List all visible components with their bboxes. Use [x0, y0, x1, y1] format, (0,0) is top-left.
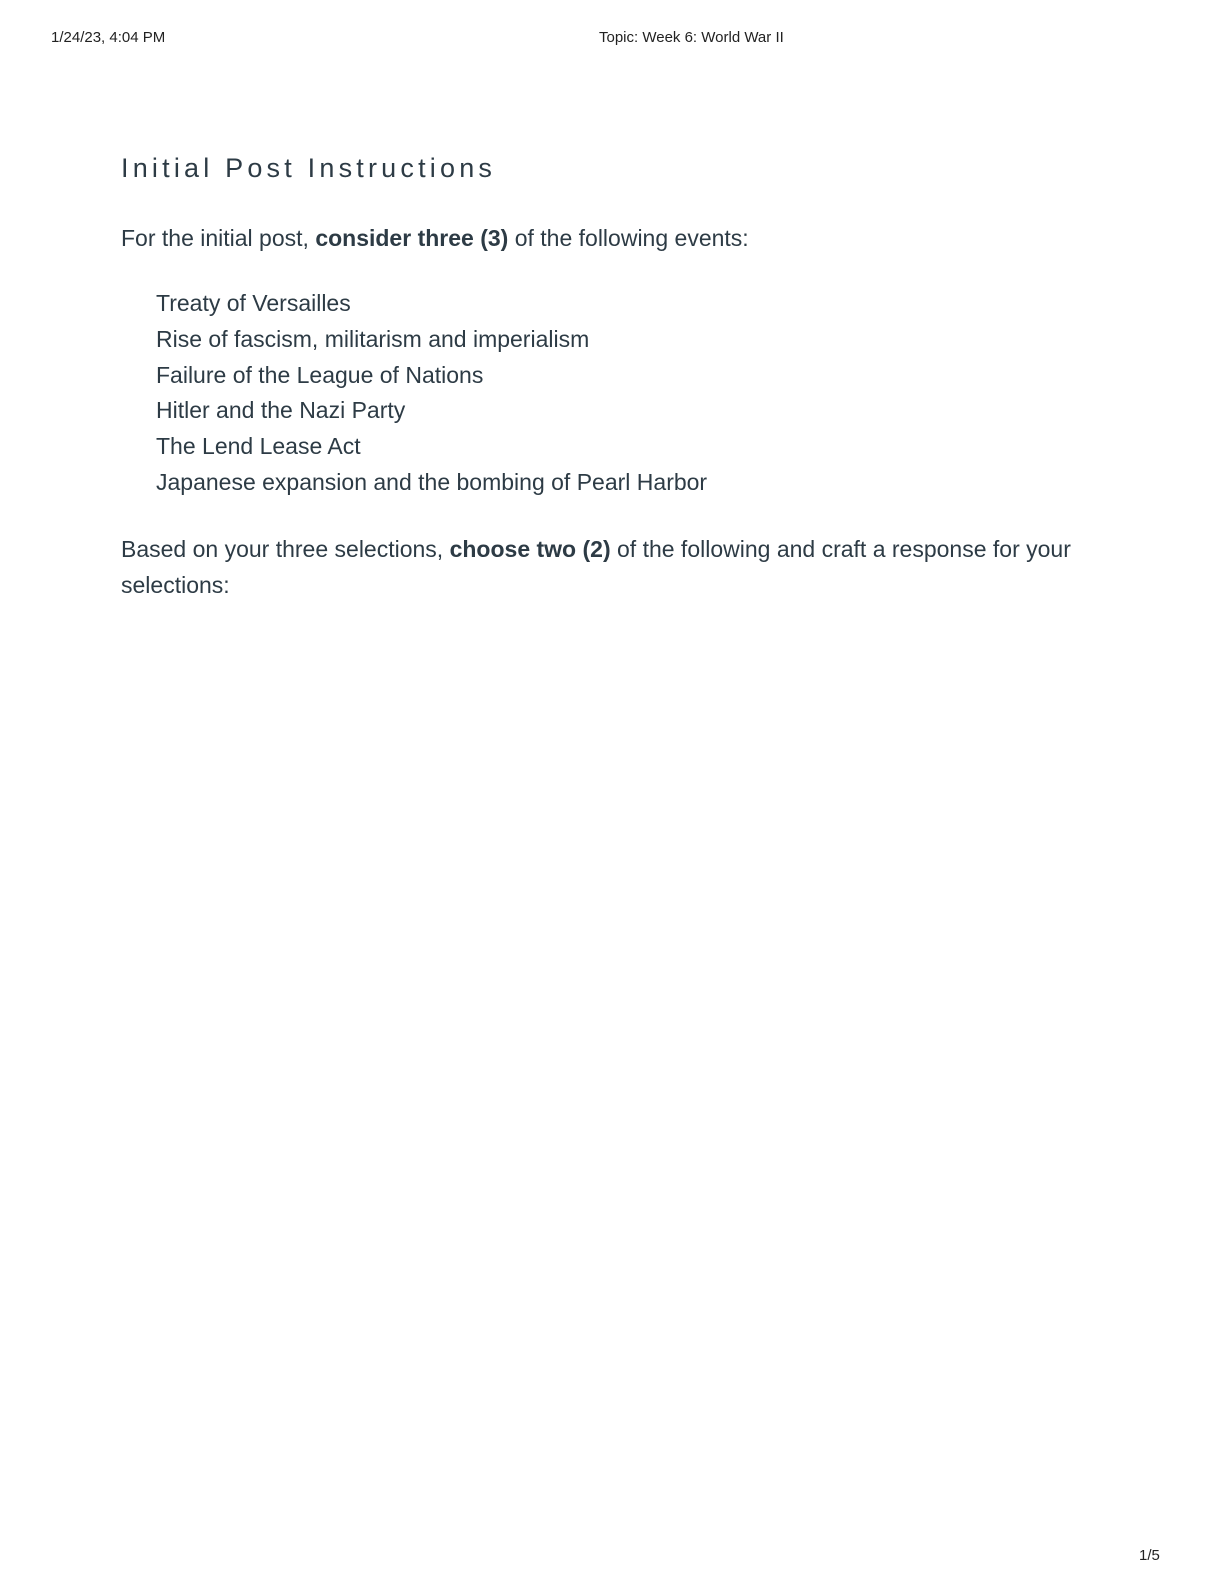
print-page-title: Topic: Week 6: World War II [599, 29, 784, 46]
intro-text-before: For the initial post, [121, 225, 316, 251]
list-item: Hitler and the Nazi Party [156, 397, 406, 424]
selection-text-before: Based on your three selections, [121, 535, 450, 562]
intro-paragraph [121, 220, 1081, 256]
events-list [121, 286, 1081, 501]
print-datetime: 1/24/23, 4:04 PM [51, 29, 166, 46]
list-item: Rise of fascism, militarism and imperialism [156, 325, 590, 352]
selection-paragraph [121, 531, 1081, 603]
selection-text-after: of the following and craft a response for your selections: [121, 535, 1071, 598]
list-item: Treaty of Versailles [156, 290, 351, 316]
selection-emphasis: choose two (2) [449, 535, 611, 562]
intro-text-after: of the following events: [508, 225, 749, 251]
list-item: Japanese expansion and the bombing of Pearl Harbor [156, 468, 708, 495]
section-heading: Initial Post Instructions [121, 153, 497, 183]
intro-emphasis: consider three (3) [315, 225, 509, 251]
list-item: Failure of the League of Nations [156, 361, 484, 388]
discussion-content [121, 150, 1081, 603]
list-item: The Lend Lease Act [156, 433, 361, 460]
page-number: 1/5 [1139, 1547, 1160, 1564]
